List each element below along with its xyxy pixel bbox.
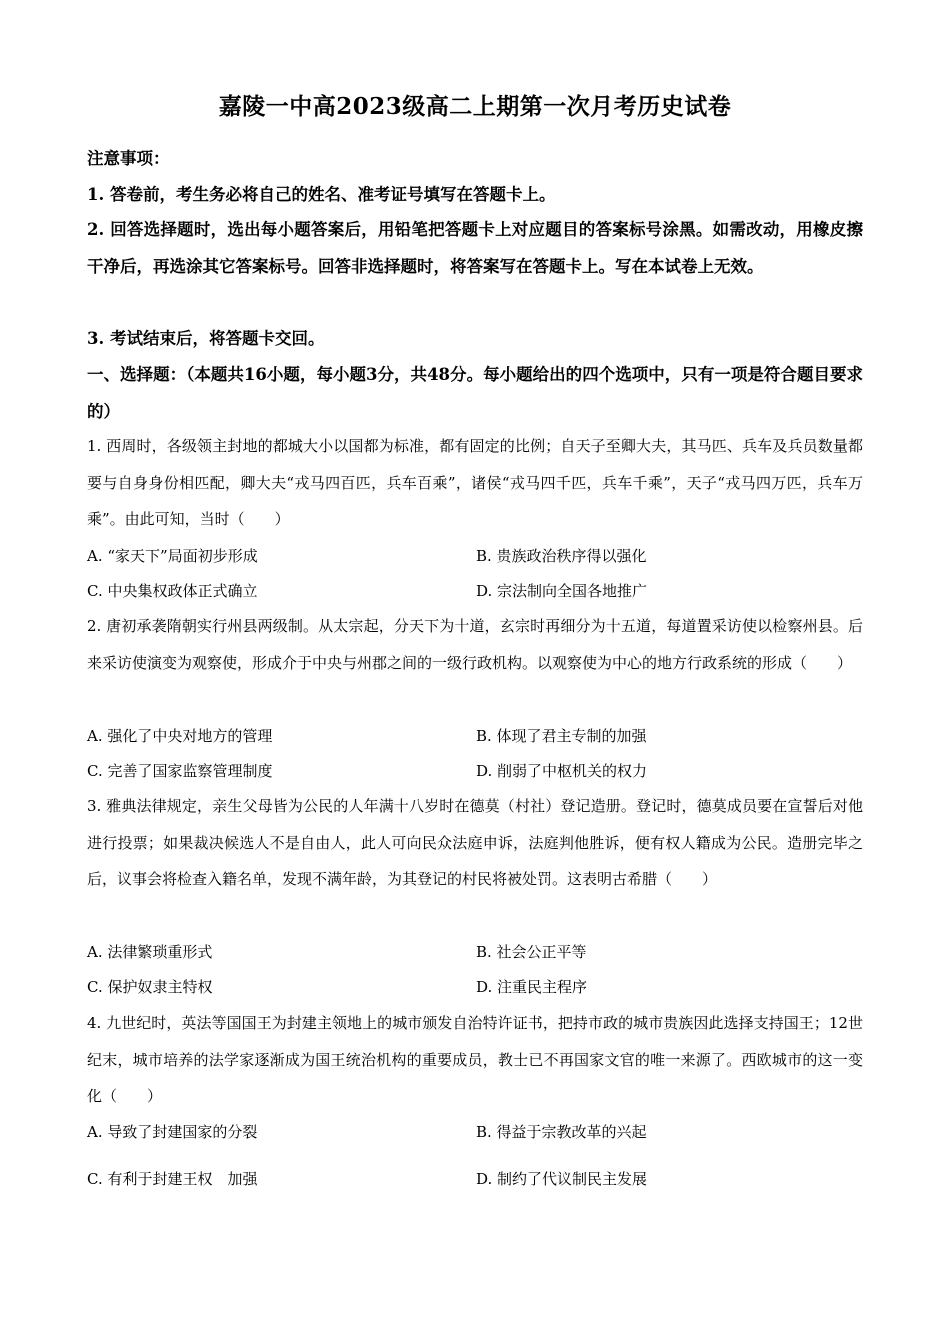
question-3-options-row-2	[87, 969, 863, 1005]
question-3-stem: 3. 雅典法律规定，亲生父母皆为公民的人年满十八岁时在德莫（村社）登记造册。登记时，德莫成员要在宣誓后对他进行投票；如果裁决候选人不是自由人，此人可向民众法庭申诉，法庭判他胜诉，便有权人籍成为公民。造册完毕之后，议事会将检查入籍名单，发现不满年龄，为其登记的村民将被处罚。这表明古希腊（ ）	[87, 797, 863, 888]
question-2-stem: 2. 唐初承袭隋朝实行州县两级制。从太宗起，分天下为十道，玄宗时再细分为十五道，每道置采访使以检察州县。后来采访使演变为观察使，形成介于中央与州郡之间的一级行政机构。以观察使为中心的地方行政系统的形成（ ）	[87, 617, 863, 672]
question-4-option-b[interactable]: B. 得益于宗教改革的兴起	[476, 1123, 647, 1141]
question-4-option-c[interactable]: C. 有利于封建王权 加强	[87, 1170, 258, 1188]
question-3-option-a[interactable]: A. 法律繁琐重形式	[87, 943, 213, 961]
question-3-option-d[interactable]: D. 注重民主程序	[476, 978, 588, 996]
question-3-option-c[interactable]: C. 保护奴隶主特权	[87, 978, 213, 996]
question-1-option-b[interactable]: B. 贵族政治秩序得以强化	[476, 547, 647, 565]
question-2-option-c[interactable]: C. 完善了国家监察管理制度	[87, 762, 273, 780]
section-heading: 一、选择题：（本题共16小题，每小题3分，共48分。每小题给出的四个选项中，只有一项是符合题目要求的）	[87, 365, 863, 421]
question-4-option-d[interactable]: D. 制约了代议制民主发展	[476, 1170, 648, 1188]
question-1-option-a[interactable]: A. “家天下”局面初步形成	[87, 547, 258, 565]
notice-item-2: 2. 回答选择题时，选出每小题答案后，用铅笔把答题卡上对应题目的答案标号涂黑。如需改动，用橡皮擦干净后，再选涂其它答案标号。回答非选择题时，将答案写在答题卡上。写在本试卷上无效。	[87, 220, 863, 276]
notice-heading: 注意事项：	[87, 149, 170, 168]
question-2-options-row-2	[87, 753, 863, 789]
question-1-options-row-2	[87, 573, 863, 609]
question-3-options-row-1	[87, 934, 863, 970]
question-4-options-row-2	[87, 1161, 863, 1197]
question-4-options-row-1	[87, 1114, 863, 1150]
question-4-stem: 4. 九世纪时，英法等国国王为封建主领地上的城市颁发自治特许证书，把持市政的城市贵族因此选择支持国王；12世纪末，城市培养的法学家逐渐成为国王统治机构的重要成员，教士已不再国家文官的唯一来源了。西欧城市的这一变化（ ）	[87, 1014, 863, 1105]
question-1-option-d[interactable]: D. 宗法制向全国各地推广	[476, 582, 648, 600]
question-3-option-b[interactable]: B. 社会公正平等	[476, 943, 587, 961]
question-2-options-row-1	[87, 718, 863, 754]
question-1-stem: 1. 西周时，各级领主封地的都城大小以国都为标准，都有固定的比例；自天子至卿大夫，其马匹、兵车及兵员数量都要与自身身份相匹配，卿大夫“戎马四百匹，兵车百乘”，诸侯“戎马四千匹，兵车千乘”，天子“戎马四万匹，兵车万乘”。由此可知，当时（ ）	[87, 437, 863, 528]
question-2-option-b[interactable]: B. 体现了君主专制的加强	[476, 727, 647, 745]
notice-item-3: 3. 考试结束后，将答题卡交回。	[87, 329, 325, 348]
question-1-options-row-1	[87, 538, 863, 574]
question-1-option-c[interactable]: C. 中央集权政体正式确立	[87, 582, 258, 600]
question-2-option-a[interactable]: A. 强化了中央对地方的管理	[87, 727, 273, 745]
exam-title: 嘉陵一中高2023级高二上期第一次月考历史试卷	[218, 93, 732, 120]
question-2-option-d[interactable]: D. 削弱了中枢机关的权力	[476, 762, 648, 780]
notice-item-1: 1. 答卷前，考生务必将自己的姓名、准考证号填写在答题卡上。	[87, 185, 556, 204]
question-4-option-a[interactable]: A. 导致了封建国家的分裂	[87, 1123, 258, 1141]
